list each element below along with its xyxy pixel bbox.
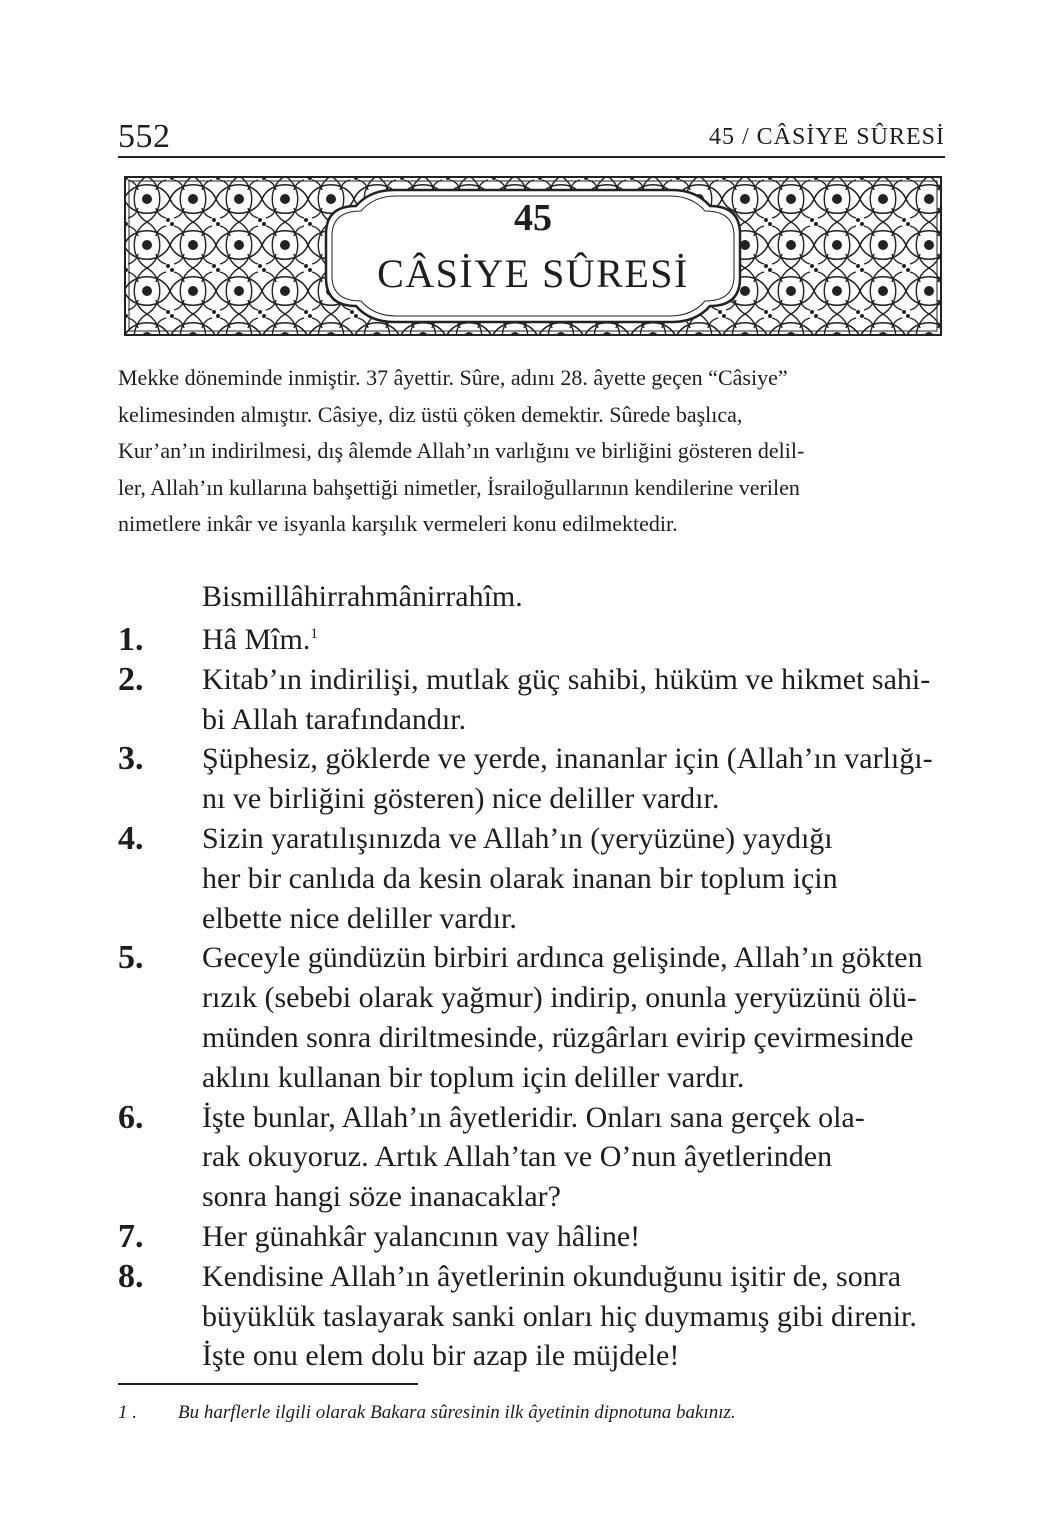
footnote-reference: 1 — [310, 626, 318, 642]
verse — [118, 1257, 945, 1376]
surah-banner — [124, 176, 942, 336]
verse-line: bi Allah tarafındandır. — [202, 702, 467, 736]
verse-line: Kitab’ın indirilişi, mutlak güç sahibi, hüküm ve hikmet sahi- — [202, 662, 931, 696]
header-rule — [118, 156, 945, 158]
verse-text — [202, 739, 945, 819]
verse-text — [202, 819, 945, 938]
verse-line: büyüklük taslayarak sanki onları hiç duymamış gibi direnir. — [202, 1299, 917, 1333]
intro-line: nimetlere inkâr ve isyanla karşılık vermeleri konu edilmektedir. — [118, 511, 678, 536]
verse-number: 3. — [118, 740, 144, 778]
verse-number: 1. — [118, 621, 144, 658]
verse-text — [202, 1257, 945, 1376]
verse — [118, 1217, 945, 1257]
verse-line: her bir canlıda da kesin olarak inanan bir toplum için — [202, 861, 838, 895]
verse-text — [202, 660, 945, 740]
basmala: Bismillâhirrahmânirrahîm. — [202, 580, 523, 613]
verse-line: İşte onu elem dolu bir azap ile müjdele! — [202, 1339, 680, 1373]
verse — [118, 660, 945, 740]
surah-number: 45 — [514, 197, 552, 239]
verse-list — [118, 620, 945, 1376]
verse-line: rızık (sebebi olarak yağmur) indirip, onunla yeryüzünü ölü- — [202, 981, 917, 1015]
verse-line: rak okuyoruz. Artık Allah’tan ve O’nun âyetlerinden — [202, 1140, 833, 1174]
verse-line: aklını kullanan bir toplum için deliller vardır. — [202, 1060, 745, 1094]
verse — [118, 1098, 945, 1217]
verse — [118, 938, 945, 1097]
running-header: 45 / CÂSİYE SÛRESİ — [708, 124, 945, 150]
page-number: 552 — [118, 118, 171, 155]
verse-line: sonra hangi söze inanacaklar? — [202, 1180, 561, 1214]
verse-line: Geceyle gündüzün birbiri ardınca gelişinde, Allah’ın gökten — [202, 941, 923, 975]
verse-text — [202, 620, 945, 660]
verse-number: 5. — [118, 939, 144, 977]
surah-introduction — [118, 360, 945, 543]
footnote-mark: 1 . — [118, 1402, 137, 1423]
verse-text — [202, 938, 945, 1097]
verse-number: 8. — [118, 1257, 144, 1295]
verse-number: 2. — [118, 660, 144, 698]
verse-line: Sizin yaratılışınızda ve Allah’ın (yeryüzüne) yaydığı — [202, 821, 833, 855]
verse-line: Kendisine Allah’ın âyetlerinin okunduğunu işitir de, sonra — [202, 1259, 902, 1293]
intro-line: kelimesinden almıştır. Câsiye, diz üstü çöken demektir. Sûrede başlıca, — [118, 401, 743, 427]
verse-text — [202, 1217, 945, 1257]
verse-line: münden sonra diriltmesinde, rüzgârları evirip çevirmesinde — [202, 1020, 914, 1054]
surah-title: CÂSİYE SÛRESİ — [377, 251, 689, 296]
verse — [118, 819, 945, 938]
intro-line: ler, Allah’ın kullarına bahşettiği nimetler, İsrailoğullarının kendilerine verilen — [118, 474, 800, 500]
verse — [118, 739, 945, 819]
verse-line: İşte bunlar, Allah’ın âyetleridir. Onları sana gerçek ola- — [202, 1100, 865, 1134]
verse-line: Hâ Mîm. — [202, 623, 311, 656]
verse-line: Her günahkâr yalancının vay hâline! — [202, 1219, 641, 1253]
intro-line: Kur’an’ın indirilmesi, dış âlemde Allah’ın varlığını ve birliğini gösteren delil- — [118, 438, 805, 463]
verse-line: nı ve birliğini gösteren) nice deliller vardır. — [202, 782, 720, 816]
verse-line: Şüphesiz, göklerde ve yerde, inananlar için (Allah’ın varlığı- — [202, 742, 933, 776]
footnote-text: Bu harflerle ilgili olarak Bakara sûresinin ilk âyetinin dipnotuna bakınız. — [178, 1402, 736, 1423]
footnote-rule — [118, 1383, 418, 1385]
verse-number: 4. — [118, 819, 144, 857]
verse-text — [202, 1098, 945, 1217]
verse-line: elbette nice deliller vardır. — [202, 901, 517, 935]
verse — [118, 620, 945, 660]
intro-line: Mekke döneminde inmiştir. 37 âyettir. Sûre, adını 28. âyette geçen “Câsiye” — [118, 365, 788, 390]
verse-number: 7. — [118, 1217, 144, 1255]
verse-number: 6. — [118, 1098, 144, 1136]
